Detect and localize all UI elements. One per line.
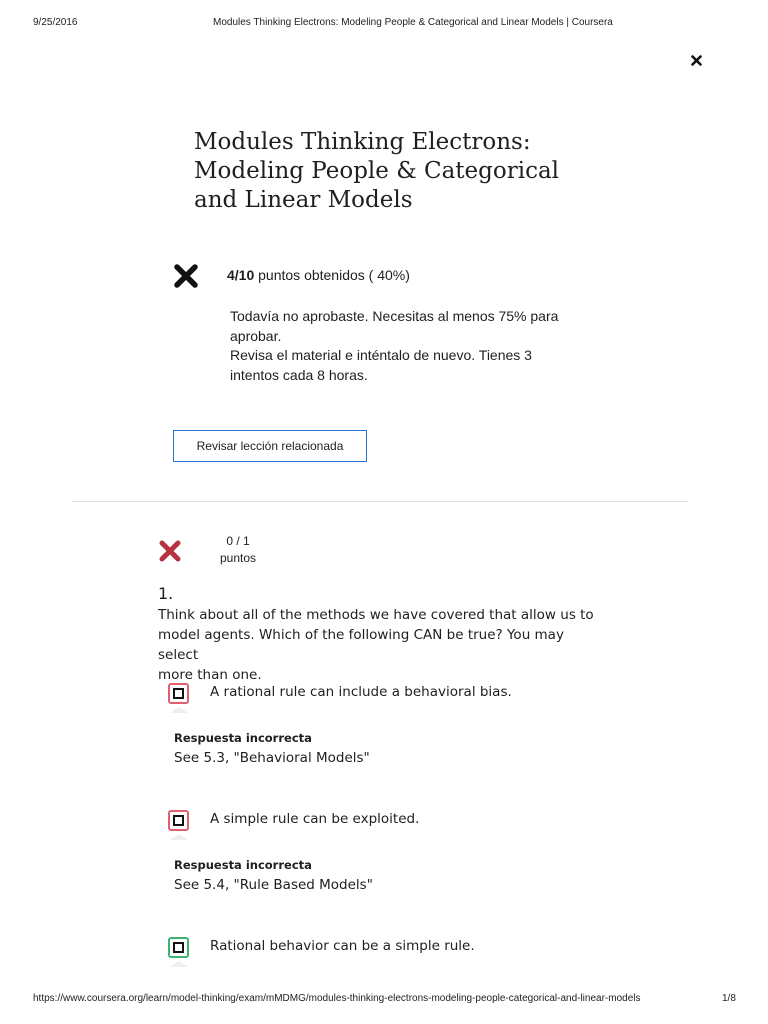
page-title-line: and Linear Models: [194, 187, 413, 213]
print-title: Modules Thinking Electrons: Modeling People & Categorical and Linear Models | Coursera: [213, 17, 613, 28]
fail-x-icon: [173, 263, 199, 289]
checkbox-box: [173, 942, 184, 953]
checkbox-box: [173, 688, 184, 699]
page-title-line: Modules Thinking Electrons:: [194, 129, 531, 155]
answer-option: [158, 810, 618, 840]
feedback-title: Respuesta incorrecta: [174, 731, 312, 745]
question-text-line: model agents. Which of the following CAN be true? You may select: [158, 627, 564, 663]
checkbox-pointer: [170, 707, 188, 713]
print-date: 9/25/2016: [33, 17, 78, 28]
question-number: 1.: [158, 584, 174, 603]
result-message-line: Todavía no aprobaste. Necesitas al menos 75% para: [230, 308, 559, 324]
result-message-line: aprobar.: [230, 327, 282, 344]
feedback-text: See 5.4, "Rule Based Models": [174, 877, 373, 893]
answer-option: [158, 683, 618, 713]
option-label: A simple rule can be exploited.: [210, 811, 420, 827]
option-checkbox[interactable]: [168, 683, 189, 704]
checkbox-box: [173, 815, 184, 826]
close-button[interactable]: [686, 50, 706, 70]
print-page-number: 1/8: [722, 993, 736, 1004]
score-suffix: puntos obtenidos ( 40%): [254, 267, 410, 283]
question-points: [210, 533, 266, 567]
review-lesson-button[interactable]: Revisar lección relacionada: [173, 430, 367, 462]
answer-option: [158, 937, 618, 967]
page-title: [194, 128, 614, 215]
checkbox-pointer: [170, 961, 188, 967]
incorrect-x-icon: [158, 540, 182, 562]
result-message-line: Revisa el material e inténtalo de nuevo. Tienes 3: [230, 347, 532, 363]
option-label: Rational behavior can be a simple rule.: [210, 938, 475, 954]
question-text-line: Think about all of the methods we have covered that allow us to: [158, 607, 594, 623]
page-title-line: Modeling People & Categorical: [194, 158, 560, 184]
result-message-line: intentos cada 8 horas.: [230, 366, 368, 383]
result-message: [230, 307, 590, 385]
option-label: A rational rule can include a behavioral bias.: [210, 684, 512, 700]
points-label: puntos: [219, 551, 257, 565]
feedback-text: See 5.3, "Behavioral Models": [174, 750, 370, 766]
close-icon: [691, 55, 702, 66]
question-text: [158, 605, 608, 685]
points-value: 0 / 1: [226, 534, 250, 548]
score-value: 4/10: [227, 267, 255, 283]
checkbox-pointer: [170, 834, 188, 840]
feedback-title: Respuesta incorrecta: [174, 858, 312, 872]
divider: [72, 501, 688, 502]
option-checkbox[interactable]: [168, 937, 189, 958]
print-url: https://www.coursera.org/learn/model-thinking/exam/mMDMG/modules-thinking-electrons-modeling-people-categorical-and-linear-models: [33, 993, 641, 1004]
question-text-line: more than one.: [158, 667, 262, 683]
option-checkbox[interactable]: [168, 810, 189, 831]
score-summary: [227, 267, 410, 283]
